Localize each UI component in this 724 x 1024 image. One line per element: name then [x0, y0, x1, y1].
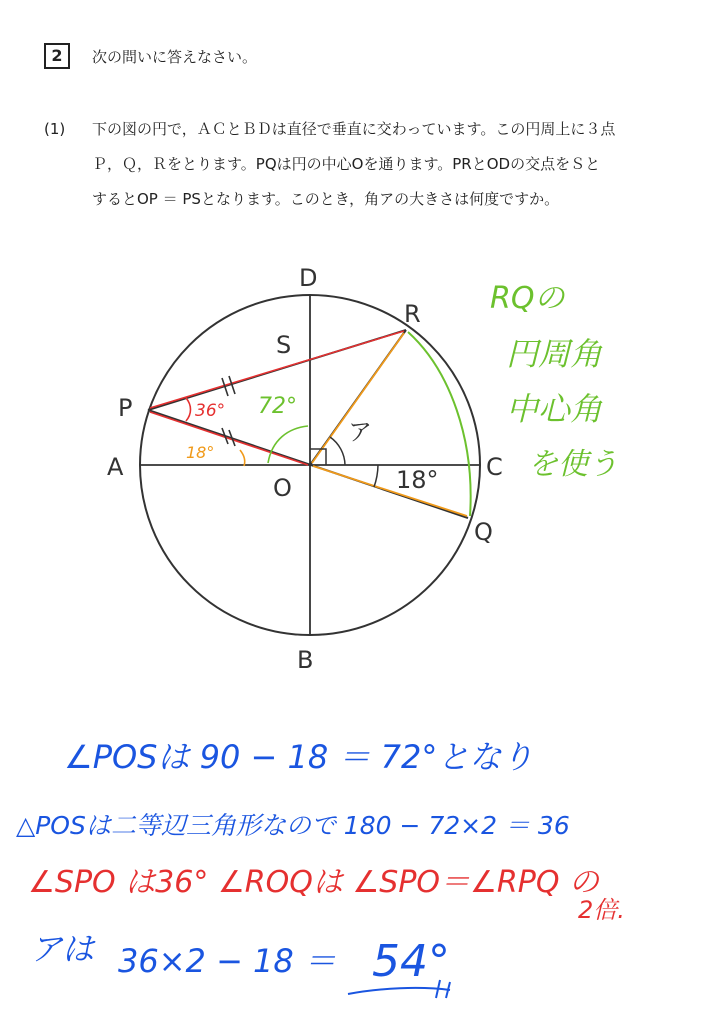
- label-o: O: [273, 474, 292, 502]
- red-highlight-po: [150, 412, 308, 465]
- angle-a-label: ア: [348, 418, 372, 446]
- label-a: A: [107, 453, 124, 481]
- angle-a-arc: [330, 437, 345, 465]
- question-number: 2: [44, 43, 70, 69]
- label-p: P: [118, 394, 133, 422]
- subquestion-line: するとOP ＝ PSとなります。このとき，角アの大きさは何度ですか。: [92, 190, 560, 208]
- green-note-line: RQの: [490, 281, 565, 316]
- label-q: Q: [474, 518, 493, 546]
- label-d: D: [299, 264, 318, 292]
- solution-line-2: △POSは二等辺三角形なので 180 − 72×2 ＝ 36: [16, 811, 570, 840]
- angle-18-orange-arc: [240, 450, 245, 466]
- solution-line-1: ∠POSは 90 − 18 ＝ 72°となり: [64, 738, 534, 776]
- subquestion-line: Ｐ，Ｑ，Ｒをとります。PQは円の中心Oを通ります。PRとODの交点をＳと: [92, 155, 601, 173]
- solution-line-4b: 36×2 − 18 ＝: [118, 942, 336, 980]
- solution-line-4a: アは: [30, 930, 95, 968]
- orange-highlight-oq: [313, 466, 467, 516]
- subquestion-number: (1): [44, 120, 66, 138]
- solution-line-3b: 2倍.: [578, 896, 625, 924]
- green-note-line: 円周角: [506, 335, 603, 373]
- answer-underline: [348, 988, 450, 994]
- mark-18: 18°: [186, 443, 215, 462]
- mark-36: 36°: [195, 401, 226, 421]
- mark-72: 72°: [258, 394, 297, 419]
- label-s: S: [276, 331, 292, 359]
- green-note-line: を使う: [528, 447, 618, 482]
- label-r: R: [404, 300, 421, 328]
- question-instruction: 次の問いに答えなさい。: [92, 47, 258, 66]
- label-c: C: [486, 453, 503, 481]
- angle-18-arc: [374, 465, 378, 487]
- green-note-line: 中心角: [506, 390, 603, 428]
- angle-36-arc: [186, 398, 191, 421]
- answer: 54°: [372, 936, 450, 987]
- label-b: B: [297, 646, 314, 674]
- solution-line-3: ∠SPO は36° ∠ROQは ∠SPO＝∠RPQ の: [28, 865, 600, 900]
- subquestion-line: 下の図の円で，ＡＣとＢＤは直径で垂直に交わっています。この円周上に３点: [92, 120, 616, 138]
- angle-18-label: 18°: [396, 466, 439, 494]
